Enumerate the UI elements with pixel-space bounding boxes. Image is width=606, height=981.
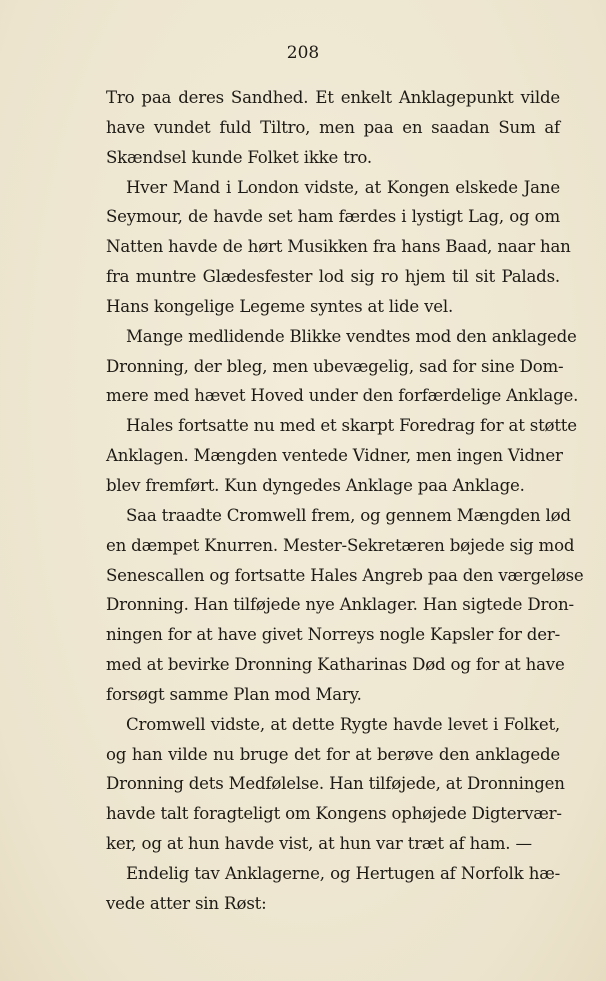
text-line: blev fremført. Kun dyngedes Anklage paa Anklage.: [106, 475, 525, 495]
text-line: med at bevirke Dronning Katharinas Død og for at have: [106, 655, 565, 675]
text-line: Seymour, de havde set ham færdes i lystigt Lag, og om: [106, 207, 560, 227]
page-number: 208: [286, 43, 320, 63]
body-text: [106, 83, 584, 919]
text-line: Mange medlidende Blikke vendtes mod den anklagede: [126, 326, 577, 346]
text-line: Saa traadte Cromwell frem, og gennem Mængden lød: [126, 505, 571, 525]
text-line: Dronning. Han tilføjede nye Anklager. Han sigtede Dron-: [106, 595, 574, 615]
text-line: Tro paa deres Sandhed. Et enkelt Anklagepunkt vilde: [106, 88, 560, 107]
paragraph: [106, 173, 571, 322]
text-line: vede atter sin Røst:: [106, 893, 267, 913]
text-line: havde talt foragteligt om Kongens ophøjede Digtervær-: [106, 804, 562, 824]
text-line: forsøgt samme Plan mod Mary.: [106, 684, 362, 704]
text-line: Cromwell vidste, at dette Rygte havde levet i Folket,: [126, 714, 560, 734]
text-line: Dronning dets Medfølelse. Han tilføjede, at Dronningen: [106, 774, 565, 794]
text-line: Skændsel kunde Folket ikke tro.: [106, 147, 373, 167]
paragraph: [106, 322, 579, 412]
paragraph: [106, 859, 560, 919]
text-line: Senescallen og fortsatte Hales Angreb paa den værgeløse: [106, 565, 584, 585]
text-line: Hales fortsatte nu med et skarpt Foredrag for at støtte: [126, 416, 577, 436]
text-line: Anklagen. Mængden ventede Vidner, men ingen Vidner: [106, 446, 563, 466]
text-line: mere med hævet Hoved under den forfærdelige Anklage.: [106, 386, 579, 406]
text-line: Hans kongelige Legeme syntes at lide vel.: [106, 296, 454, 316]
text-line: have vundet fuld Tiltro, men paa en saadan Sum af: [106, 117, 560, 137]
paragraph: [106, 710, 565, 859]
text-line: ningen for at have givet Norreys nogle Kapsler for der-: [106, 625, 560, 645]
text-line: Endelig tav Anklagerne, og Hertugen af Norfolk hæ-: [126, 863, 560, 883]
text-line: og han vilde nu bruge det for at berøve den anklagede: [106, 744, 560, 764]
paragraph: [106, 501, 584, 710]
text-line: Natten havde de hørt Musikken fra hans Baad, naar han: [106, 237, 571, 257]
text-line: Dronning, der bleg, men ubevægelig, sad for sine Dom-: [106, 356, 564, 376]
text-line: ker, og at hun havde vist, at hun var træt af ham. —: [106, 834, 532, 854]
text-line: en dæmpet Knurren. Mester-Sekretæren bøjede sig mod: [106, 535, 575, 555]
paragraph: [106, 83, 560, 173]
text-line: fra muntre Glædesfester lod sig ro hjem til sit Palads.: [106, 267, 560, 287]
text-line: Hver Mand i London vidste, at Kongen elskede Jane: [126, 177, 560, 197]
paragraph: [106, 411, 577, 501]
